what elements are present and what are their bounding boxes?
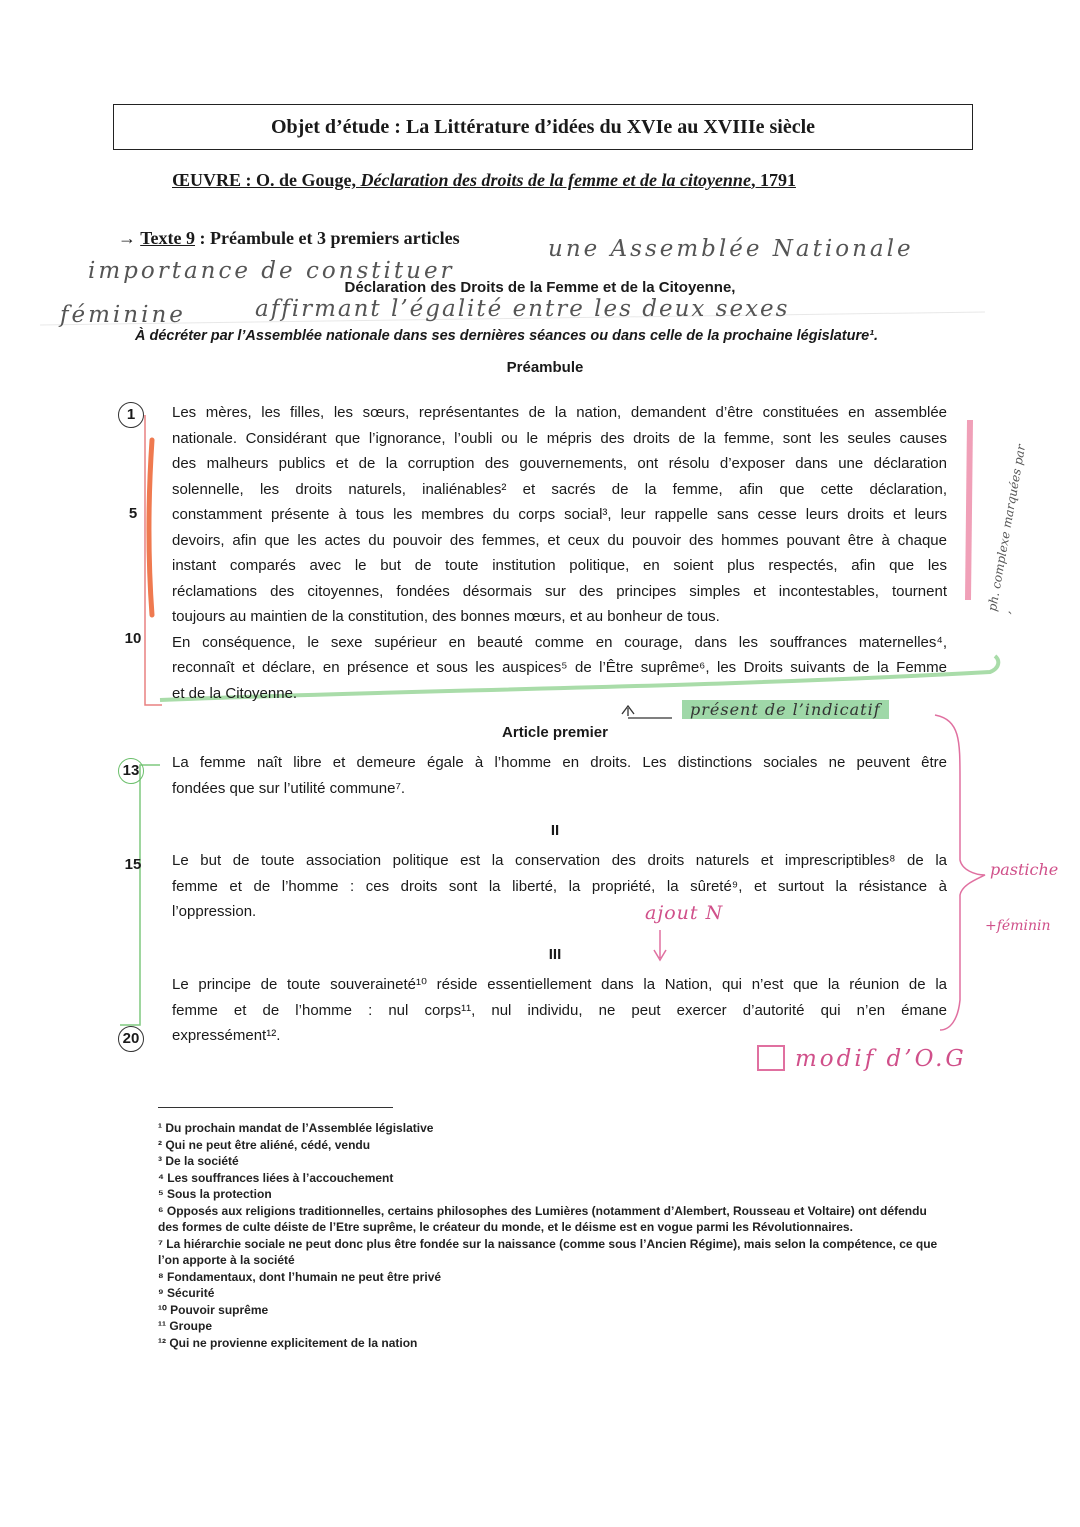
handwritten-note-2a: féminine (60, 302, 186, 328)
text-line: La femme naît libre et demeure égale à l’homme en droits. Les distinctions sociales ne peuvent être (172, 754, 947, 771)
preamble-heading: Préambule (506, 359, 584, 376)
footnote: ⁷ La hiérarchie sociale ne peut donc plus être fondée sur la naissance (comme sous l’Ancien Régime), mais selon la compétence, ce que l’on apporte à la société (158, 1236, 938, 1267)
footnote: ¹ Du prochain mandat de l’Assemblée législative (158, 1121, 434, 1135)
orange-bracket-mark (149, 440, 152, 615)
footnote: ¹² Qui ne provienne explicitement de la nation (158, 1335, 418, 1350)
handwritten-pastiche-note: pastiche (990, 860, 1059, 879)
footnote: ⁸ Fondamentaux, dont l’humain ne peut être privé (158, 1269, 442, 1284)
green-bracket-mark (120, 765, 160, 1025)
handwritten-note-1a: importance de constituer (88, 258, 455, 284)
line-number: 15 (124, 856, 142, 873)
text-line: fondées que sur l’utilité commune⁷. (172, 779, 406, 797)
footnote: ⁵ Sous la protection (158, 1187, 272, 1201)
text-line: devoirs, afin que les actes du pouvoir des femmes, et ceux du pouvoir des hommes pouvant être à chaque (172, 531, 947, 549)
line-number: 10 (124, 630, 142, 647)
text-line: solennelle, les droits naturels, inaliénables² et sacrés de la femme, afin que cette déclaration, (172, 480, 947, 498)
declaration-title: Déclaration des Droits de la Femme et de la Citoyenne, (344, 279, 736, 296)
line-number: 5 (128, 505, 138, 522)
handwritten-modif-note: modif d’O.G (795, 1046, 967, 1072)
footnote: ⁴ Les souffrances liées à l’accouchement (158, 1170, 394, 1185)
handwritten-feminin-note: +féminin (985, 918, 1051, 934)
text-line: femme et de l’homme : nul corps¹¹, nul individu, ne peut exercer d’autorité qui n’en émane (172, 1001, 947, 1019)
text-line: réclamations des citoyennes, fondées désormais sur des principes simples et incontestables, tournent (172, 582, 947, 600)
handwritten-present-note: présent de l’indicatif (682, 700, 889, 719)
article-3-text (172, 972, 947, 1049)
footnote: ⁹ Sécurité (158, 1286, 215, 1300)
oeuvre-reference: ŒUVRE : O. de Gouge, Déclaration des droits de la femme et de la citoyenne, 1791 (172, 170, 796, 190)
footnotes (158, 1120, 938, 1351)
text-line: femme et de l’homme : ces droits sont la liberté, la propriété, la sûreté⁹, et surtout la résistance à (172, 877, 947, 895)
text-line: reconnaît et déclare, en présence et sous les auspices⁵ de l’Être suprême⁶, les Droits suivants de la Femme (172, 659, 947, 676)
footnote: ¹⁰ Pouvoir suprême (158, 1302, 269, 1317)
footnote: ⁶ Opposés aux religions traditionnelles, certains philosophes des Lumières (notamment d’Alembert, Rousseau et Voltaire) ont défendu des formes de culte déiste de l’Etre suprême, le créateur du monde, et le déisme est en vogue parmi les Révolutionnaires. (158, 1203, 927, 1234)
declaration-subtitle: À décréter par l’Assemblée nationale dans ses dernières séances ou dans celle de la prochaine législature¹. (135, 328, 879, 344)
article-heading: II (550, 822, 560, 839)
handwritten-note-1b: une Assemblée Nationale (548, 236, 914, 262)
footnote: ³ De la société (158, 1154, 239, 1168)
text-label: → Texte 9 : Préambule et 3 premiers articles (118, 228, 460, 248)
text-line: constamment présente à tous les membres du corps social³, leur rappelle sans cesse leurs droits et leurs (172, 506, 947, 523)
text-line: Les mères, les filles, les sœurs, représentantes de la nation, demandent d’être constituées en assemblée (172, 404, 947, 421)
handwritten-side-note: ph. complexe marquées par , (985, 443, 1029, 615)
pink-margin-bar (968, 420, 970, 600)
handwritten-ajout-note: ajout N (645, 902, 724, 924)
arrow-up-icon (622, 706, 672, 718)
line-number: 13 (118, 758, 144, 784)
line-number: 1 (118, 402, 144, 428)
text-line: instant comparés avec le but de toute institution politique, en soient plus respectés, afin que les (172, 557, 947, 574)
article-2-text (172, 848, 947, 925)
text-line: des malheurs publics et de la corruption des gouvernements, ont résolu d’exposer dans une déclaration (172, 455, 947, 472)
text-line: Le principe de toute souveraineté¹⁰ réside essentiellement dans la Nation, qui n’est que la réunion de la (172, 976, 947, 993)
text-line: expressément¹². (172, 1027, 281, 1044)
text-line: toujours au maintien de la constitution, des bonnes mœurs, et au bonheur de tous. (172, 608, 720, 625)
text-line: nationale. Considérant que l’ignorance, l’oubli ou le mépris des droits de la femme, sont les seules causes (172, 429, 947, 447)
article-heading: III (548, 946, 562, 963)
preamble-text (172, 400, 947, 706)
text-line: l’oppression. (172, 903, 257, 920)
text-line: En conséquence, le sexe supérieur en beauté comme en courage, dans les souffrances maternelles⁴, (172, 633, 947, 651)
article-heading: Article premier (502, 724, 608, 741)
footnote: ² Qui ne peut être aliéné, cédé, vendu (158, 1137, 371, 1152)
checkbox-square-icon (758, 1046, 784, 1070)
article-1-text (172, 750, 947, 801)
text-line: Le but de toute association politique est la conservation des droits naturels et imprescriptibles⁸ de la (172, 852, 947, 869)
text-line: et de la Citoyenne. (172, 684, 298, 702)
footnote-divider (158, 1107, 393, 1108)
line-number: 20 (118, 1026, 144, 1052)
handwritten-note-2b: affirmant l’égalité entre les deux sexes (255, 296, 790, 322)
footnote: ¹¹ Groupe (158, 1319, 212, 1333)
study-object-title: Objet d’étude : La Littérature d’idées du XVIe au XVIIIe siècle (113, 104, 973, 150)
